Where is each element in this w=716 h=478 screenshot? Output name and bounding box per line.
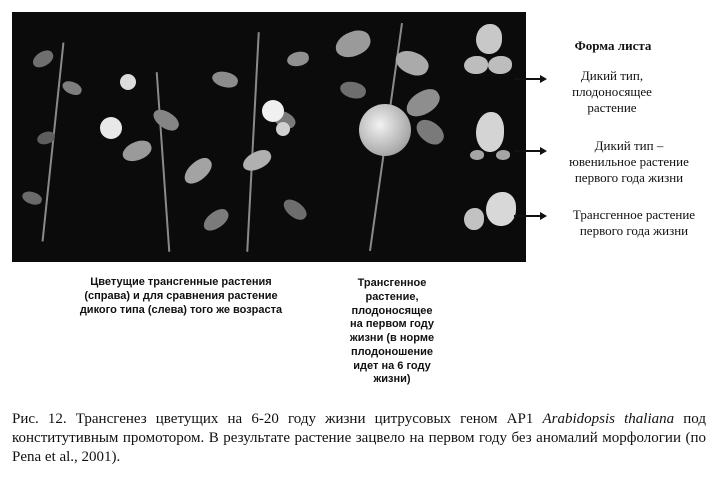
arrow-2-line	[514, 150, 542, 152]
arrow-2-head	[540, 147, 547, 155]
leaf-label-wild-juvenile: Дикий тип – ювенильное растение первого года жизни	[569, 138, 689, 185]
leaf-shape-header: Форма листа	[574, 38, 652, 53]
arrow-3-line	[514, 215, 542, 217]
arrow-3-head	[540, 212, 547, 220]
caption-suffix: под конститутивным промотором. В результате растение зацвело на первом году без аномалий морфологии (по Pena et al., 2001).	[12, 411, 706, 466]
arrow-1-line	[514, 78, 542, 80]
photo-leaf-shapes	[458, 12, 526, 262]
leaf-label-transgenic: Трансгенное растение первого года жизни	[572, 207, 696, 238]
left-photo-caption: Цветущие трансгенные растения (справа) и для сравнения растение дикого типа (слева) того же возраста	[79, 276, 283, 316]
leaf-label-wild-fruiting: Дикий тип, плодоносящее растение	[572, 68, 652, 115]
caption-species: Arabidopsis thaliana	[542, 411, 675, 427]
middle-photo-caption: Трансгенное растение, плодоносящее на первом году жизни (в норме плодоношение идет на 6 году жизни)	[349, 277, 435, 386]
arrow-1-head	[540, 75, 547, 83]
figure-caption	[12, 410, 706, 467]
photo-fruiting-plant	[325, 12, 458, 262]
photo-flowering-plants	[12, 12, 325, 262]
caption-prefix: Рис. 12. Трансгенез цветущих на 6-20 году жизни цитрусовых геном AP1	[12, 411, 543, 427]
